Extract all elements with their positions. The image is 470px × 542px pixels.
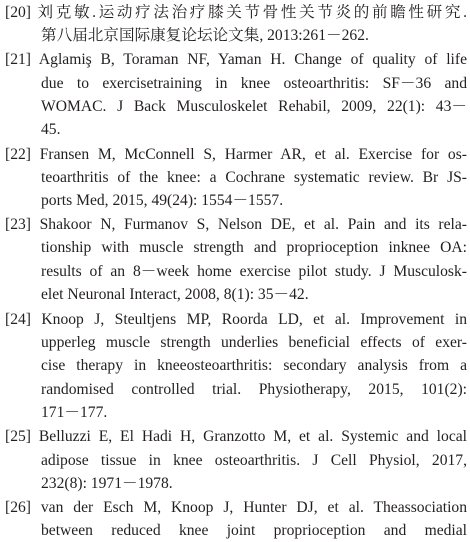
reference-line: between reduced knee joint proprioception and medial	[41, 522, 467, 539]
reference-line: cise therapy in kneeosteoarthritis: secondary analysis from a	[41, 357, 467, 374]
reference-line: 171－177.	[41, 404, 108, 421]
reference-line: adipose tissue in knee osteoarthritis. J Cell Physiol, 2017,	[41, 452, 467, 469]
reference-line: tionship with muscle strength and proprioception inknee OA:	[41, 239, 467, 256]
reference-line: WOMAC. J Back Musculoskelet Rehabil, 2009, 22(1): 43－	[41, 98, 467, 115]
reference-line: [24] Knoop J, Steultjens MP, Roorda LD, et al. Improvement in	[5, 311, 467, 328]
reference-line: [25] Belluzzi E, El Hadi H, Granzotto M, et al. Systemic and local	[5, 428, 467, 445]
reference-line: 45.	[41, 121, 61, 138]
reference-line: [21] Aglamiş B, Toraman NF, Yaman H. Change of quality of life	[5, 51, 467, 68]
reference-line: [23] Shakoor N, Furmanov S, Nelson DE, et al. Pain and its rela-	[5, 216, 467, 233]
reference-line: upperleg muscle strength underlies beneficial effects of exer-	[41, 334, 467, 351]
reference-line: ports Med, 2015, 49(24): 1554－1557.	[41, 192, 284, 209]
reference-line: 232(8): 1971－1978.	[41, 475, 173, 492]
reference-line: teoarthritis of the knee: a Cochrane systematic review. Br JS-	[41, 169, 467, 186]
reference-line: randomised controlled trial. Physiotherapy, 2015, 101(2):	[41, 381, 467, 398]
reference-line: [26] van der Esch M, Knoop J, Hunter DJ, et al. Theassociation	[5, 499, 467, 516]
reference-line: [20] 刘克敏.运动疗法治疗膝关节骨性关节炎的前瞻性研究.	[5, 4, 467, 21]
reference-line: elet Neuronal Interact, 2008, 8(1): 35－42.	[41, 286, 309, 303]
reference-line: due to exercisetraining in knee osteoarthritis: SF－36 and	[41, 75, 467, 92]
reference-line: results of an 8－week home exercise pilot study. J Musculosk-	[41, 263, 467, 280]
reference-line: [22] Fransen M, McConnell S, Harmer AR, et al. Exercise for os-	[5, 146, 467, 163]
reference-line: 第八届北京国际康复论坛论文集, 2013:261－262.	[41, 27, 369, 44]
